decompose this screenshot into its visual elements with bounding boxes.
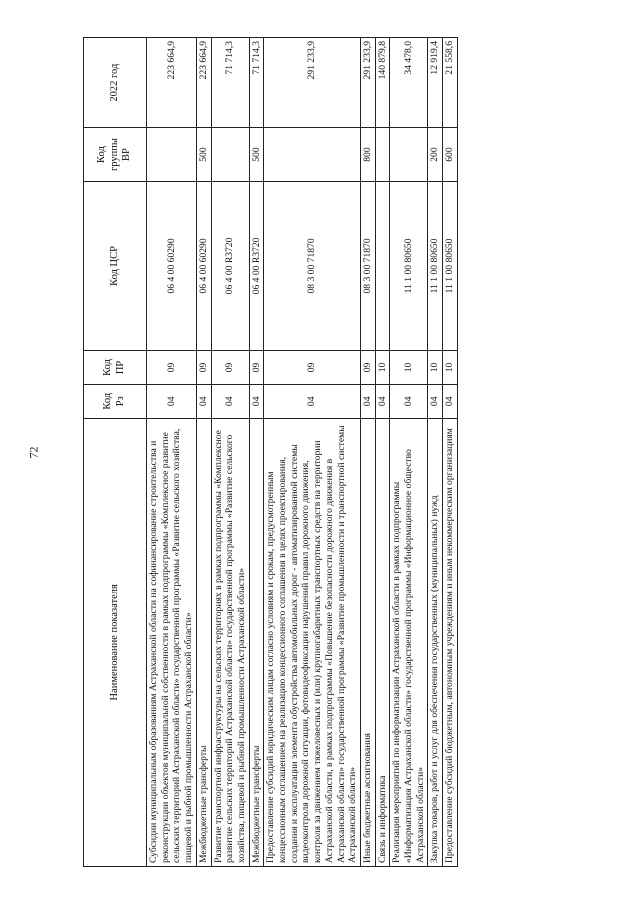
row-value: 34 478,0 bbox=[390, 38, 428, 128]
row-csr: 06 4 00 60290 bbox=[147, 181, 197, 350]
header-rz: Код Рз bbox=[84, 384, 147, 418]
row-value: 223 664,9 bbox=[147, 38, 197, 128]
table-row bbox=[443, 38, 458, 867]
row-csr: 11 1 00 80650 bbox=[390, 181, 428, 350]
row-csr: 08 3 00 71870 bbox=[264, 181, 361, 350]
row-value: 71 714,3 bbox=[211, 38, 249, 128]
row-pr: 09 bbox=[211, 351, 249, 385]
row-csr: 08 3 00 71870 bbox=[360, 181, 375, 350]
row-name: Развитие транспортной инфраструктуры на сельских территориях в рамках подпрограммы «Комплексное развитие сельских территорий Астраханской области» государственной программы «Развитие сельского хозяйства, пищевой и рыбной промышленности Астраханской области» bbox=[211, 418, 249, 866]
table-row bbox=[390, 38, 428, 867]
row-vr: 800 bbox=[360, 128, 375, 182]
row-value: 223 664,9 bbox=[196, 38, 211, 128]
row-value: 291 233,9 bbox=[360, 38, 375, 128]
row-pr: 10 bbox=[375, 351, 390, 385]
table-row bbox=[264, 38, 361, 867]
row-value: 71 714,3 bbox=[249, 38, 264, 128]
row-value: 21 558,6 bbox=[443, 38, 458, 128]
row-csr: 11 1 00 80650 bbox=[428, 181, 443, 350]
row-pr: 09 bbox=[196, 351, 211, 385]
row-rz: 04 bbox=[249, 384, 264, 418]
row-rz: 04 bbox=[147, 384, 197, 418]
rotated-table-container bbox=[83, 37, 615, 867]
row-pr: 09 bbox=[249, 351, 264, 385]
row-csr: 11 1 00 80650 bbox=[443, 181, 458, 350]
row-vr bbox=[264, 128, 361, 182]
row-csr bbox=[375, 181, 390, 350]
row-vr bbox=[390, 128, 428, 182]
row-csr: 06 4 00 R3720 bbox=[211, 181, 249, 350]
row-name: Связь и информатика bbox=[375, 418, 390, 866]
row-name: Субсидии муниципальным образованиям Астраханской области на софинансирование строительства и реконструкции объектов муниципальной собственности в рамках подпрограммы «Комплексное развитие сельских территорий Астраханской области» государственной программы «Развитие сельского хозяйства, пищевой и рыбной промышленности Астраханской области» bbox=[147, 418, 197, 866]
table-row bbox=[360, 38, 375, 867]
header-year: 2022 год bbox=[84, 38, 147, 128]
row-csr: 06 4 00 60290 bbox=[196, 181, 211, 350]
row-name: Иные бюджетные ассигнования bbox=[360, 418, 375, 866]
row-rz: 04 bbox=[196, 384, 211, 418]
row-pr: 09 bbox=[147, 351, 197, 385]
row-pr: 10 bbox=[428, 351, 443, 385]
row-vr: 600 bbox=[443, 128, 458, 182]
row-rz: 04 bbox=[390, 384, 428, 418]
budget-table bbox=[83, 37, 458, 867]
table-row bbox=[428, 38, 443, 867]
table-row bbox=[196, 38, 211, 867]
row-vr: 500 bbox=[196, 128, 211, 182]
header-name: Наименование показателя bbox=[84, 418, 147, 866]
table-row bbox=[375, 38, 390, 867]
header-vr: Код группы ВР bbox=[84, 128, 147, 182]
table-row bbox=[147, 38, 197, 867]
row-rz: 04 bbox=[360, 384, 375, 418]
page-number: 72 bbox=[26, 446, 41, 459]
row-value: 140 879,8 bbox=[375, 38, 390, 128]
row-rz: 04 bbox=[264, 384, 361, 418]
row-rz: 04 bbox=[443, 384, 458, 418]
row-name: Межбюджетные трансферты bbox=[249, 418, 264, 866]
row-vr bbox=[211, 128, 249, 182]
header-csr: Код ЦСР bbox=[84, 181, 147, 350]
row-name: Закупка товаров, работ и услуг для обеспечения государственных (муниципальных) нужд bbox=[428, 418, 443, 866]
row-vr bbox=[147, 128, 197, 182]
row-value: 12 919,4 bbox=[428, 38, 443, 128]
row-csr: 06 4 00 R3720 bbox=[249, 181, 264, 350]
row-pr: 10 bbox=[390, 351, 428, 385]
row-rz: 04 bbox=[211, 384, 249, 418]
row-vr: 500 bbox=[249, 128, 264, 182]
row-value: 291 233,9 bbox=[264, 38, 361, 128]
row-pr: 09 bbox=[360, 351, 375, 385]
row-name: Реализация мероприятий по информатизации Астраханской области в рамках подпрограммы «Информатизация Астраханской области» государственной программы «Информационное общество Астраханской области» bbox=[390, 418, 428, 866]
table-row bbox=[249, 38, 264, 867]
row-pr: 10 bbox=[443, 351, 458, 385]
row-rz: 04 bbox=[375, 384, 390, 418]
row-name: Межбюджетные трансферты bbox=[196, 418, 211, 866]
table-row bbox=[211, 38, 249, 867]
row-pr: 09 bbox=[264, 351, 361, 385]
row-name: Предоставление субсидий юридическим лицам согласно условиям и срокам, предусмотренным концессионным соглашением на реализацию концессионного соглашения в целях проектирования, создания и эксплуатации элемента обустройства автомобильных дорог - автоматизированной системы видеоконтроля дорожной ситуации, фотовидеофиксации нарушений правил дорожного движения, контроля за движением тяжеловесных и (или) крупногабаритных транспортных средств на территории Астраханской области, в рамках подпрограммы «Повышение безопасности дорожного движения в Астраханской области» государственной программы «Развитие промышленности и транспортной системы Астраханской области» bbox=[264, 418, 361, 866]
header-row bbox=[84, 38, 147, 867]
row-vr: 200 bbox=[428, 128, 443, 182]
row-rz: 04 bbox=[428, 384, 443, 418]
row-vr bbox=[375, 128, 390, 182]
header-pr: Код ПР bbox=[84, 351, 147, 385]
row-name: Предоставление субсидий бюджетным, автономным учреждениям и иным некоммерческим организациям bbox=[443, 418, 458, 866]
